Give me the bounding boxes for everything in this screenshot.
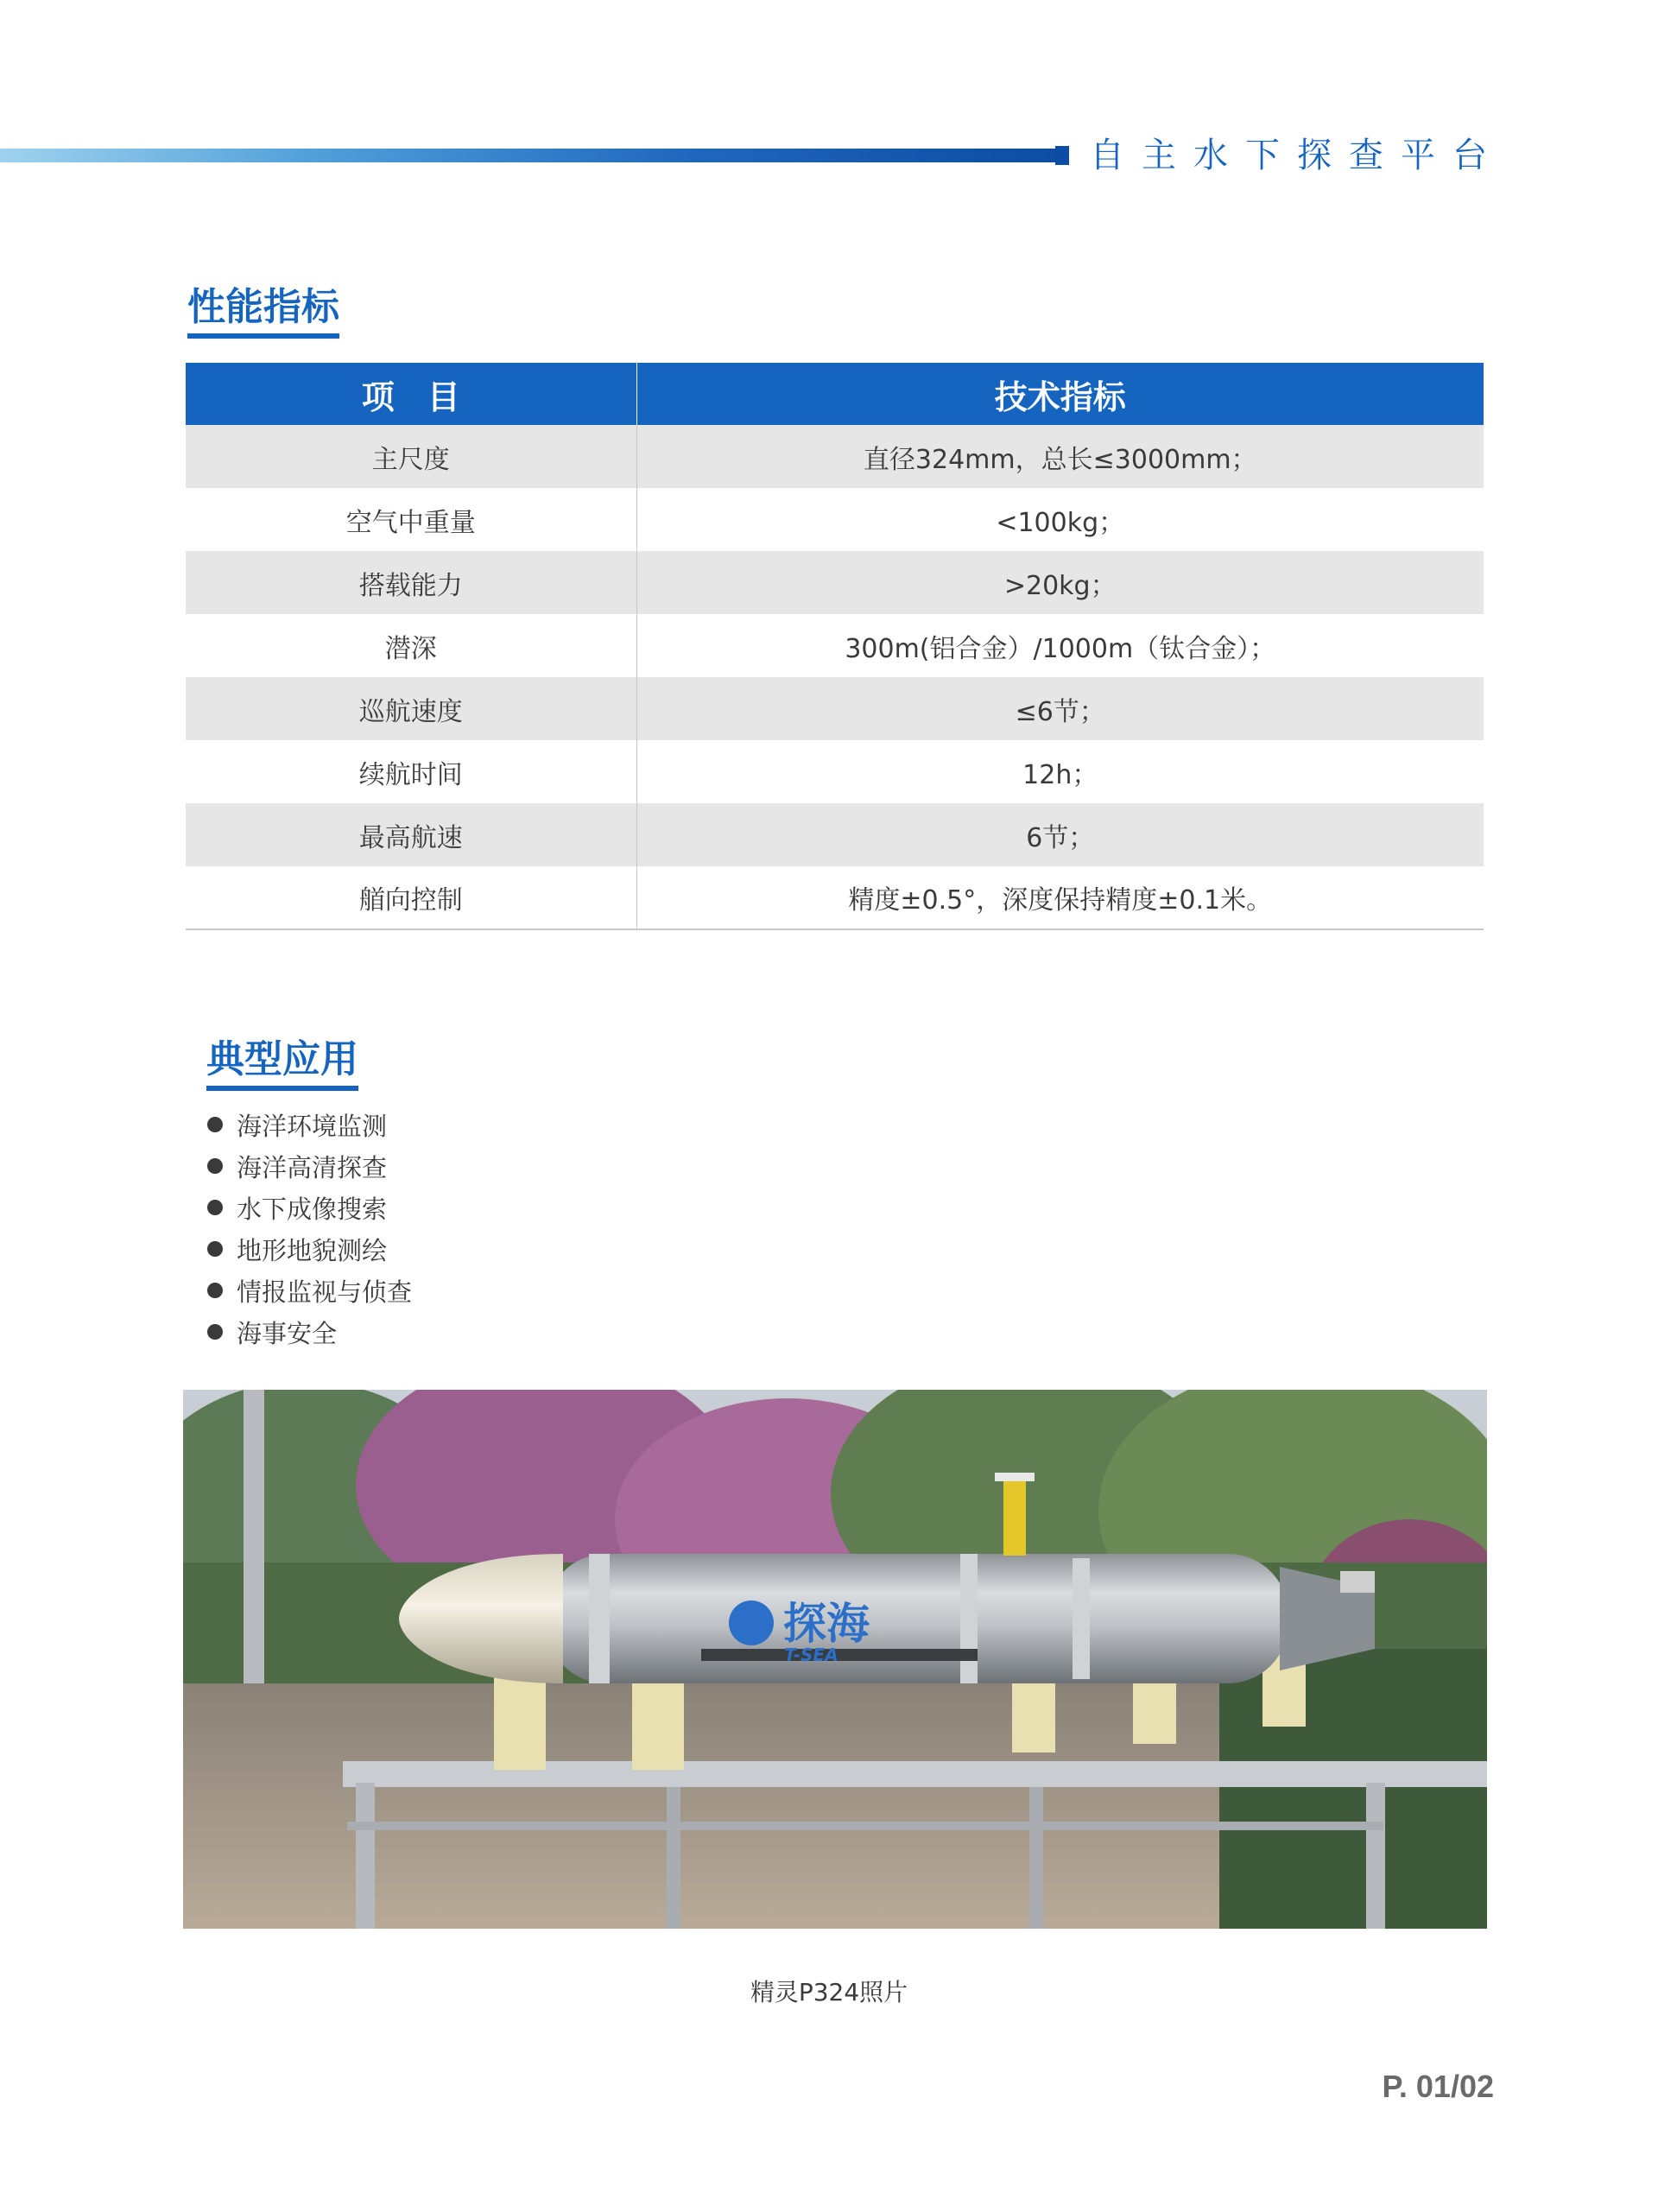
tsea-logo-icon [729, 1600, 774, 1645]
row-item: 最高航速 [186, 803, 636, 866]
row-item: 主尺度 [186, 425, 636, 488]
col-header-item: 项 目 [186, 363, 636, 425]
list-item-label: 水下成像搜索 [237, 1194, 388, 1224]
col-header-spec: 技术指标 [636, 363, 1484, 425]
app-section-title: 典型应用 [206, 1037, 358, 1091]
spec-table [186, 363, 1484, 930]
table-row [186, 551, 1484, 614]
row-item: 搭载能力 [186, 551, 636, 614]
bullet-icon [207, 1324, 223, 1340]
spec-table-header [186, 363, 1484, 425]
bullet-icon [207, 1283, 223, 1298]
photo-caption: 精灵P324照片 [750, 1978, 908, 2006]
table-row [186, 866, 1484, 929]
row-spec: 精度±0.5°，深度保持精度±0.1米。 [636, 866, 1484, 929]
row-spec: 直径324mm，总长≤3000mm； [636, 425, 1484, 488]
application-list [207, 1104, 412, 1353]
row-item: 巡航速度 [186, 677, 636, 740]
logo-cn-text: 探海 [783, 1599, 870, 1649]
list-item-label: 情报监视与侦查 [237, 1277, 413, 1307]
row-item: 续航时间 [186, 740, 636, 803]
table-row [186, 677, 1484, 740]
row-item: 艏向控制 [186, 866, 636, 929]
bullet-icon [207, 1200, 223, 1215]
bullet-icon [207, 1117, 223, 1132]
page-number: P. 01/02 [1382, 2069, 1494, 2104]
list-item-label: 地形地貌测绘 [237, 1235, 388, 1265]
list-item [207, 1311, 412, 1353]
row-spec: 6节； [636, 803, 1484, 866]
list-item-label: 海洋环境监测 [237, 1111, 388, 1141]
list-item-label: 海事安全 [237, 1318, 338, 1348]
list-item [207, 1187, 412, 1228]
list-item [207, 1104, 412, 1145]
bullet-icon [207, 1241, 223, 1257]
table-row [186, 488, 1484, 551]
auv-photo [183, 1390, 1487, 1929]
table-row [186, 740, 1484, 803]
bullet-icon [207, 1158, 223, 1174]
table-row [186, 803, 1484, 866]
list-item-label: 海洋高清探查 [237, 1152, 388, 1182]
list-item [207, 1145, 412, 1187]
row-spec: 12h； [1022, 759, 1098, 790]
row-spec: >20kg； [636, 551, 1484, 614]
table-row [186, 425, 1484, 488]
header-accent-square [1055, 146, 1069, 165]
row-spec: <100kg； [996, 507, 1125, 538]
table-row [186, 614, 1484, 677]
header-accent-bar [0, 149, 1064, 162]
row-spec: 300m(铝合金）/1000m（钛合金）； [845, 633, 1276, 664]
brand-title: 自主水下探查平台 [1090, 136, 1504, 175]
spec-section-title: 性能指标 [187, 285, 339, 339]
list-item [207, 1270, 412, 1311]
row-spec: ≤6节； [636, 677, 1484, 740]
row-item: 潜深 [186, 614, 636, 677]
list-item [207, 1228, 412, 1270]
row-item: 空气中重量 [186, 488, 636, 551]
logo-en-text: T-SEA [784, 1645, 838, 1665]
